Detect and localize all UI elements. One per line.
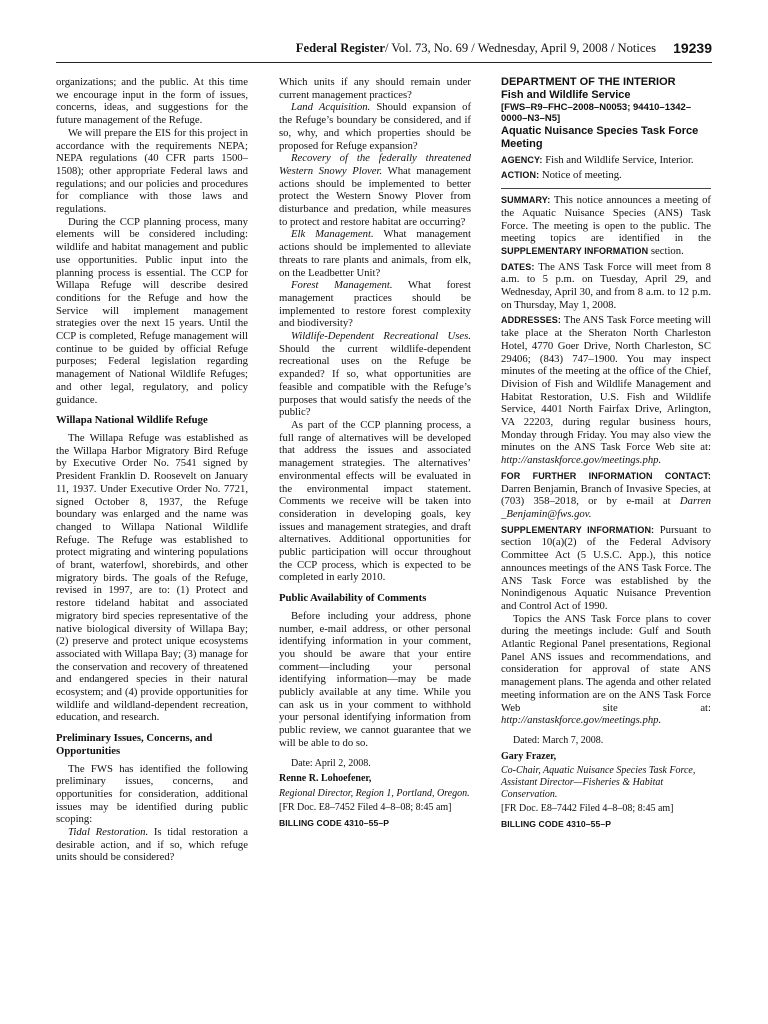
document-title: Aquatic Nuisance Species Task Force Meeting — [501, 124, 699, 150]
department-heading: DEPARTMENT OF THE INTERIOR — [501, 76, 676, 88]
paragraph: As part of the CCP planning process, a full range of alternatives will be developed that address the issues and associated management strategies. The alternatives’ environmental effects will be evaluated in the environmental impact statement. Comments we receive will be taken into consideration in developing goals, key issues and management strategies, and draft alternatives. Additional opportunities for public participation will occur throughout the CCP process, which is expected to be completed in early 2010. — [279, 418, 471, 584]
column-1 — [56, 76, 248, 864]
docket-number: [FWS–R9–FHC–2008–N0053; 94410–1342–0000–N3–N5] — [501, 101, 692, 125]
entry-text: The ANS Task Force will meet from 8 a.m. to 5 p.m. on Tuesday, April 29, and Wednesday, April 30, and from 8 a.m. to 12 p.m. on Thursday, May 1, 2008. — [501, 260, 711, 311]
dates-entry — [501, 261, 711, 312]
paragraph-lead: Tidal Restoration. — [68, 826, 149, 839]
entry-label: AGENCY: — [501, 154, 543, 165]
page-header — [56, 38, 712, 63]
volume-issue: / Vol. 73, No. 69 / Wednesday, April 9, 2008 / Notices — [384, 41, 656, 55]
paragraph-body: Should the current wildlife-dependent recreational uses on the Refuge be expanded? If so, what opportunities are feasible and compatible with the Refuge’s purposes that would satisfy the needs of the public? — [279, 342, 471, 419]
paragraph-lead: Forest Management. — [291, 279, 393, 292]
paragraph — [279, 152, 471, 228]
meetings-link[interactable]: http://anstaskforce.gov/meetings.php. — [501, 714, 662, 727]
paragraph-body: What management actions should be implemented to better protect the Western Snowy Plover from disturbance and predation, while measures to protect and restore habitat are occurring? — [279, 164, 471, 228]
signer-title: Regional Director, Region 1, Portland, Oregon. — [279, 787, 470, 799]
fr-doc-line: [FR Doc. E8–7442 Filed 4–8–08; 8:45 am] — [501, 803, 674, 815]
paragraph-body: Is tidal restoration a desirable action, and if so, which refuge units should be considered? — [56, 826, 248, 864]
paragraph-body: What management actions should be implemented to alleviate threats to rare plants and animals, from elk, on the Leadbetter Unit? — [279, 228, 471, 279]
column-3 — [501, 76, 711, 831]
entry-text: Pursuant to section 10(a)(2) of the Federal Advisory Committee Act (5 U.S.C. App.), this notice announces meetings of the ANS Task Force. The ANS Task Force was established by the Nonindigenous Aquatic Nuisance Prevention and Control Act of 1990. — [501, 523, 711, 612]
action-entry — [501, 169, 711, 182]
column-2 — [279, 76, 471, 829]
signature-date: Dated: March 7, 2008. — [513, 734, 604, 746]
divider — [501, 188, 711, 189]
signature-date: Date: April 2, 2008. — [291, 757, 371, 769]
agency-heading: Fish and Wildlife Service — [501, 89, 631, 101]
entry-label: FOR FURTHER INFORMATION CONTACT: — [501, 470, 711, 481]
paragraph-lead: Wildlife-Dependent Recreational Uses. — [291, 330, 471, 343]
paragraph — [279, 279, 471, 330]
entry-reference: SUPPLEMENTARY INFORMATION — [501, 245, 649, 256]
paragraph — [279, 228, 471, 279]
entry-label: SUPPLEMENTARY INFORMATION: — [501, 524, 655, 535]
section-heading: Preliminary Issues, Concerns, and Opportunities — [56, 732, 213, 757]
paragraph: The Willapa Refuge was established as the Willapa Harbor Migratory Bird Refuge by Executive Order No. 7541 signed by President Franklin D. Roosevelt on January 11, 1937. Under Executive Order No. 7721, signed October 8, 1937, the Refuge boundary was enlarged and the name was changed to Willapa National Wildlife Refuge. The Refuge was established to protect migrating and wintering populations of brant, waterfowl, shorebirds, and other migratory birds. The goals of the Refuge, revised in 1997, are to: (1) Protect and restore tideland habitat and associated migratory bird species representative of the native biological diversity of Willapa Bay; (2) preserve and protect unique ecosystems associated with Willapa Bay; (3) manage for the conservation and recovery of threatened and endangered species in their natural ecosystem; and (4) provide opportunities for wildlife and wildland-dependent recreation, education, and research. — [56, 431, 248, 724]
supplementary-entry — [501, 524, 711, 613]
entry-label: ACTION: — [501, 170, 540, 181]
paragraph-lead: Land Acquisition. — [291, 101, 371, 114]
paragraph-body: Topics the ANS Task Force plans to cover during the meetings include: Gulf and South Atlantic Regional Panel presentations, Regional Panel ANS issues and recommendations, and consideration for approval of state ANS management plans. The agenda and other related meeting information are on the ANS Task Force Web site at: — [501, 612, 711, 714]
entry-text: The ANS Task Force meeting will take place at the Sheraton North Charleston Hotel, 4770 Goer Drive, North Charleston, SC 29406; (843) 747–1900. You may inspect minutes of the meeting at the office of the Chief, Division of Fish and Wildlife Management and Habitat Restoration, U.S. Fish and Wildlife Service, 4401 North Fairfax Drive, Arlington, VA 22203, during regular business hours, Monday through Friday. You may also view the minutes on the ANS Task Force Web site at: — [501, 314, 711, 454]
paragraph-body: What forest management practices should be implemented to restore forest complexity and biodiversity? — [279, 279, 471, 330]
paragraph: During the CCP planning process, many elements will be considered including: wildlife and habitat management and public use opportunities. Public input into the planning process is essential. The CCP for Willapa Refuge will describe desired conditions for the Refuge and how the Service will implement management strategies over the next 15 years. Until the CCP is completed, Refuge management will continue to be guided by official Refuge purposes; Federal legislation regarding management of National Wildlife Refuges; and other legal, regulatory, and policy guidance. — [56, 215, 248, 406]
paragraph-body: Should expansion of the Refuge’s boundary be considered, and if so, why, and which properties should be proposed for Refuge expansion? — [279, 101, 472, 152]
paragraph: We will prepare the EIS for this project in accordance with the requirements NEPA; NEPA regulations (40 CFR parts 1500–1508); other appropriate Federal laws and regulations; and our policies and procedures for compliance with those laws and regulations. — [56, 126, 248, 216]
signer-name: Gary Frazer, — [501, 750, 557, 762]
paragraph: The FWS has identified the following preliminary issues, concerns, and opportunities for consideration, additional issues may be identified during public scoping: — [56, 762, 248, 826]
entry-text: Fish and Wildlife Service, Interior. — [542, 153, 694, 166]
signer-name: Renne R. Lohoefener, — [279, 773, 372, 785]
paragraph: Which units if any should remain under current management practices? — [279, 76, 471, 101]
billing-code: BILLING CODE 4310–55–P — [501, 819, 612, 830]
entry-text: Notice of meeting. — [539, 169, 622, 182]
paragraph-lead: Recovery of the federally threatened Western Snowy Plover. — [279, 152, 471, 177]
agency-entry — [501, 154, 711, 167]
entry-text: This notice announces a meeting of the Aquatic Nuisance Species (ANS) Task Force. The meeting is open to the public. The meeting topics are identified in the — [501, 194, 711, 245]
billing-code: BILLING CODE 4310–55–P — [279, 817, 390, 828]
paragraph — [501, 613, 711, 727]
paragraph — [279, 330, 471, 419]
contact-entry — [501, 470, 711, 521]
paragraph — [279, 101, 471, 152]
paragraph — [56, 826, 248, 864]
entry-text: section. — [648, 244, 684, 257]
meetings-link[interactable]: http://anstaskforce.gov/meetings.php. — [501, 454, 662, 467]
signer-title: Co-Chair, Aquatic Nuisance Species Task Force, Assistant Director—Fisheries & Habitat Conservation. — [501, 765, 696, 801]
contact-email-link[interactable]: Darren _Benjamin@fws.gov. — [501, 495, 711, 520]
header-citation — [296, 41, 656, 56]
paragraph: Before including your address, phone number, e-mail address, or other personal identifying information in your comment, you should be aware that your entire comment—including your personal identifying information—may be made publicly available at any time. While you can ask us in your comment to withhold your personal identifying information from public review, we cannot guarantee that we will be able to do so. — [279, 609, 471, 749]
addresses-entry — [501, 314, 711, 466]
entry-label: SUMMARY: — [501, 195, 551, 206]
section-heading: Willapa National Wildlife Refuge — [56, 414, 208, 427]
paragraph: organizations; and the public. At this time we encourage input in the form of issues, concerns, ideas, and suggestions for the future management of the Refuge. — [56, 76, 248, 127]
entry-label: ADDRESSES: — [501, 315, 562, 326]
section-heading: Public Availability of Comments — [279, 592, 427, 605]
fr-doc-line: [FR Doc. E8–7452 Filed 4–8–08; 8:45 am] — [279, 801, 452, 813]
entry-text: Darren Benjamin, Branch of Invasive Species, at (703) 358–2018, or by e-mail at — [501, 482, 711, 508]
paragraph-lead: Elk Management. — [291, 228, 374, 241]
entry-label: DATES: — [501, 261, 535, 272]
journal-name: Federal Register — [295, 41, 385, 55]
summary-entry — [501, 194, 711, 258]
page-number: 19239 — [673, 40, 712, 56]
